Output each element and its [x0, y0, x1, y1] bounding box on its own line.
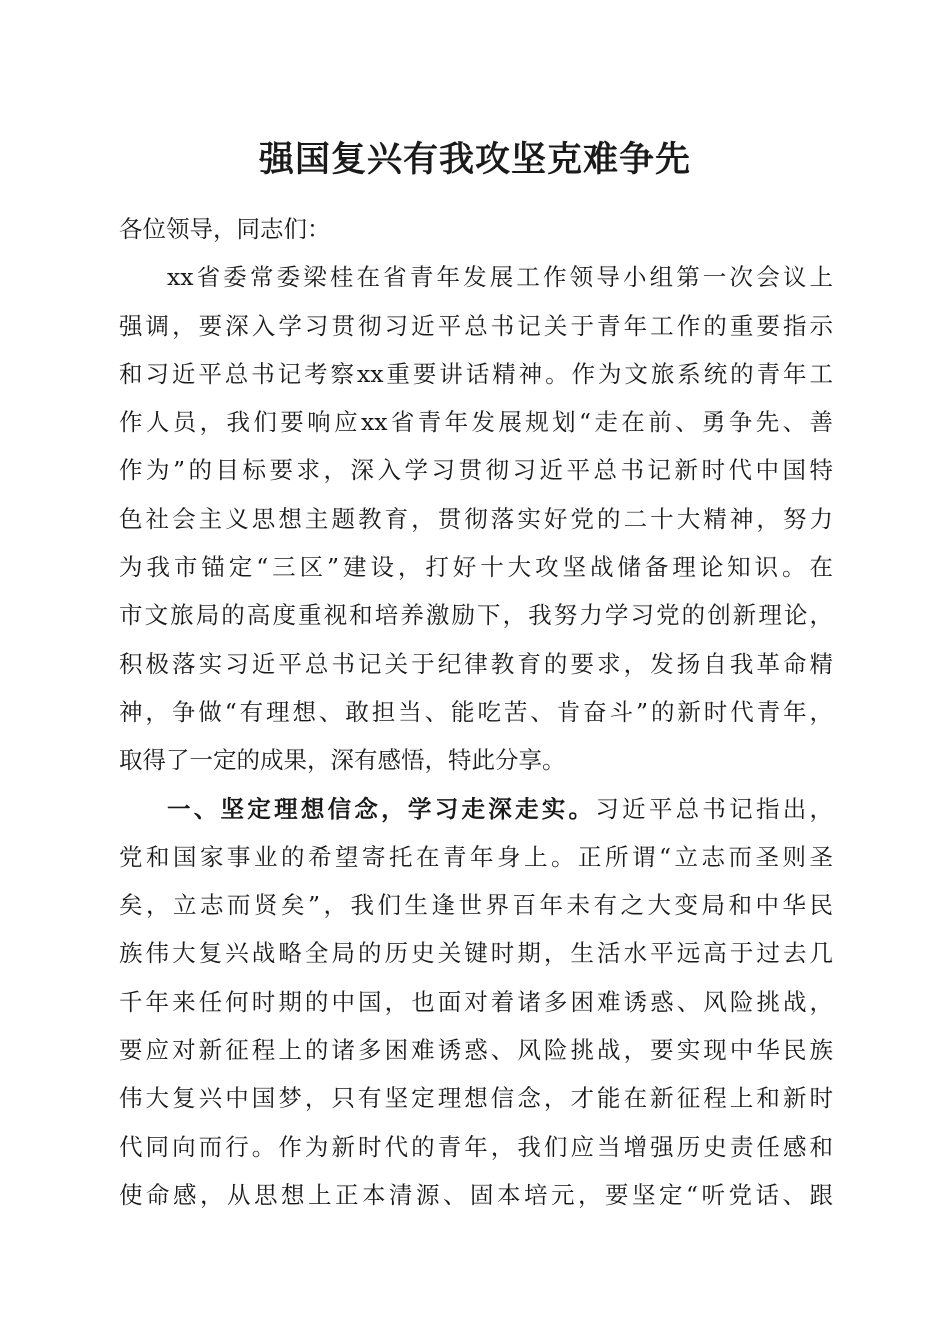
paragraph-line: 积极落实习近平总书记关于纪律教育的要求，发扬自我革命精: [119, 649, 833, 678]
document-title: 强国复兴有我攻坚克难争先: [258, 139, 691, 180]
paragraph-line: 取得了一定的成果，深有感悟，特此分享。: [119, 746, 566, 775]
paragraph-line: 强调，要深入学习贯彻习近平总书记关于青年工作的重要指示: [119, 311, 833, 340]
paragraph-line: 神，争做“有理想、敢担当、能吃苦、肯奋斗”的新时代青年，: [119, 697, 833, 726]
paragraph-line: 色社会主义思想主题教育，贯彻落实好党的二十大精神，努力: [119, 504, 833, 533]
section-heading-rest: 习近平总书记指出，: [595, 794, 834, 823]
section-heading: 一、坚定理想信念，学习走深走实。: [167, 794, 596, 823]
paragraph-line: 党和国家事业的希望寄托在青年身上。正所谓“立志而圣则圣: [119, 842, 833, 871]
document-body: [119, 205, 833, 1219]
paragraph-line: 为我市锚定“三区”建设，打好十大攻坚战储备理论知识。在: [119, 553, 833, 582]
paragraph-line: 矣，立志而贤矣”，我们生逢世界百年未有之大变局和中华民: [119, 891, 833, 920]
section-heading-line: [119, 785, 833, 833]
salutation: 各位领导，同志们：: [119, 215, 331, 243]
paragraph-line: 族伟大复兴战略全局的历史关键时期，生活水平远高于过去几: [119, 939, 833, 968]
paragraph-line: 使命感，从思想上正本清源、固本培元，要坚定“听党话、跟: [119, 1180, 833, 1209]
paragraph-line: 作人员，我们要响应xx省青年发展规划“走在前、勇争先、善: [119, 408, 833, 437]
paragraph-line: 要应对新征程上的诸多困难诱惑、风险挑战，要实现中华民族: [119, 1036, 833, 1065]
paragraph-line: 伟大复兴中国梦，只有坚定理想信念，才能在新征程上和新时: [119, 1084, 833, 1113]
paragraph-line: 市文旅局的高度重视和培养激励下，我努力学习党的创新理论，: [119, 601, 833, 630]
paragraph-line: 千年来任何时期的中国，也面对着诸多困难诱惑、风险挑战，: [119, 987, 833, 1016]
paragraph-line: 作为”的目标要求，深入学习贯彻习近平总书记新时代中国特: [119, 456, 833, 485]
paragraph-line: 和习近平总书记考察xx重要讲话精神。作为文旅系统的青年工: [119, 359, 833, 388]
paragraph-line: xx省委常委梁桂在省青年发展工作领导小组第一次会议上: [167, 263, 833, 292]
paragraph-line: 代同向而行。作为新时代的青年，我们应当增强历史责任感和: [119, 1132, 833, 1161]
